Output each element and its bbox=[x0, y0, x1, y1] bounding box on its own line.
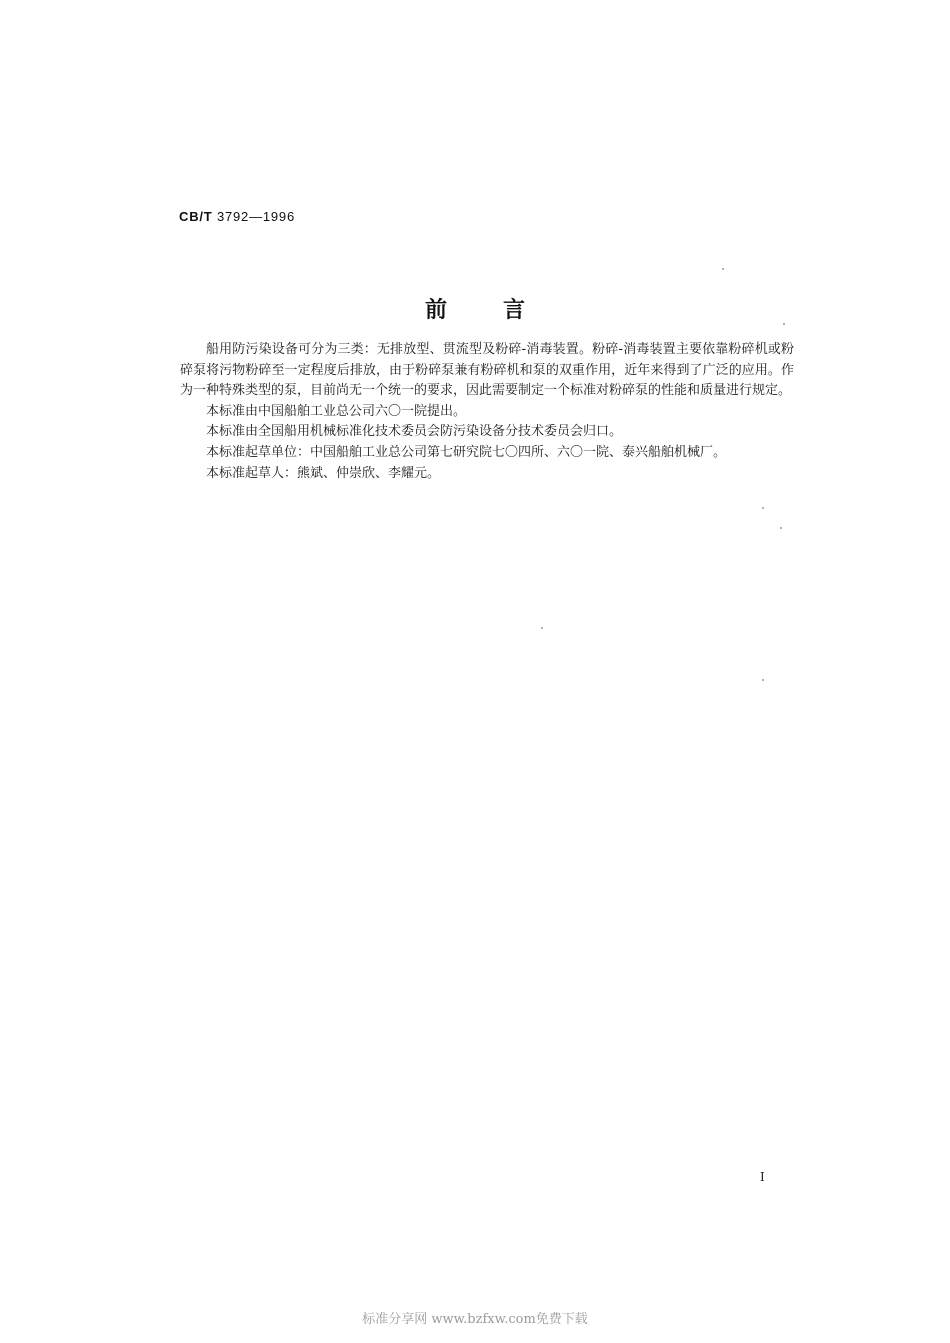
foreword-body bbox=[180, 340, 794, 484]
page-number: I bbox=[760, 1170, 765, 1184]
watermark: 标准分享网 www.bzfxw.com免费下载 bbox=[362, 1312, 588, 1327]
paragraph: 船用防污染设备可分为三类：无排放型、贯流型及粉碎-消毒装置。粉碎-消毒装置主要依靠粉碎机或粉碎泵将污物粉碎至一定程度后排放，由于粉碎泵兼有粉碎机和泵的双重作用，近年来得到了广泛的应用。作为一种特殊类型的泵，目前尚无一个统一的要求，因此需要制定一个标准对粉碎泵的性能和质量进行规定。 bbox=[180, 342, 794, 399]
page-title-char-1: 前 bbox=[424, 297, 447, 323]
scan-speck bbox=[762, 507, 764, 509]
scan-speck bbox=[762, 679, 764, 681]
paragraph: 本标准由中国船舶工业总公司六〇一院提出。 bbox=[206, 403, 467, 419]
scan-speck bbox=[722, 268, 724, 270]
scan-speck bbox=[783, 323, 785, 325]
paragraph: 本标准起草单位：中国船舶工业总公司第七研究院七〇四所、六〇一院、泰兴船舶机械厂。 bbox=[206, 444, 727, 460]
standard-code-number: 3792—1996 bbox=[216, 209, 295, 224]
scan-speck bbox=[780, 527, 782, 529]
paragraph: 本标准由全国船用机械标准化技术委员会防污染设备分技术委员会归口。 bbox=[206, 424, 623, 440]
standard-code bbox=[179, 209, 295, 224]
page-title bbox=[0, 293, 950, 324]
scan-speck bbox=[541, 627, 543, 629]
standard-code-prefix: CB/T bbox=[179, 209, 213, 224]
page-title-char-2: 言 bbox=[503, 297, 526, 323]
paragraph: 本标准起草人：熊斌、仲崇欣、李耀元。 bbox=[206, 465, 441, 481]
